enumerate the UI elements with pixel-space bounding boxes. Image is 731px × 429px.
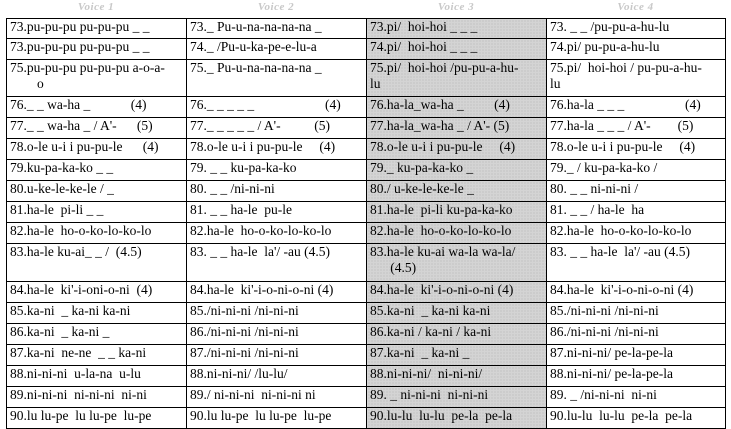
voice-1-cell: 76._ _ wa-ha _ (4): [7, 97, 187, 118]
voice-2-cell: 80. _ _ /ni-ni-ni: [187, 181, 367, 202]
voice-4-cell: 86./ni-ni-ni /ni-ni-ni: [547, 324, 726, 345]
voice-3-cell: 88.ni-ni-ni/ ni-ni-ni/: [367, 366, 547, 387]
voice-2-cell: 78.o-le u-i i pu-pu-le (4): [187, 139, 367, 160]
voice-1-cell: 89.ni-ni-ni ni-ni-ni ni-ni: [7, 387, 187, 408]
voice-1-cell: 87.ka-ni ne-ne _ _ ka-ni: [7, 345, 187, 366]
voice-2-cell: 85./ni-ni-ni /ni-ni-ni: [187, 303, 367, 324]
voice-4-cell: 73. _ _ /pu-pu-a-hu-lu: [547, 19, 726, 39]
voice-4-cell: 87.ni-ni-ni/ pe-la-pe-la: [547, 345, 726, 366]
voice-1-cell: 83.ha-le ku-ai_ _ / (4.5): [7, 244, 187, 282]
voice-3-cell: 78.o-le u-i i pu-pu-le (4): [367, 139, 547, 160]
table-row: [7, 244, 726, 282]
voice-3-header: Voice 3: [437, 1, 475, 13]
voice-2-cell: 83. _ _ ha-le la'/ -au (4.5): [187, 244, 367, 282]
voice-3-cell: 87.ka-ni _ ka-ni _: [367, 345, 547, 366]
table-row: [7, 19, 726, 39]
voice-2-cell: 87./ni-ni-ni /ni-ni-ni: [187, 345, 367, 366]
voice-4-cell: 75.pi/ hoi-hoi / pu-pu-a-hu- lu: [547, 60, 726, 97]
voice-1-cell: 86.ka-ni _ ka-ni _: [7, 324, 187, 345]
voice-headers: [0, 0, 731, 17]
table-row: [7, 202, 726, 223]
voice-1-header: Voice 1: [77, 1, 115, 13]
voice-4-cell: 77.ha-la _ _ _ / A'- (5): [547, 118, 726, 139]
voice-4-cell: 76.ha-la _ _ _ (4): [547, 97, 726, 118]
voice-1-cell: 85.ka-ni _ ka-ni ka-ni: [7, 303, 187, 324]
voice-4-cell: 89. _ /ni-ni-ni ni-ni: [547, 387, 726, 408]
voice-2-cell: 89./ ni-ni-ni ni-ni-ni ni: [187, 387, 367, 408]
voice-2-cell: 88.ni-ni-ni/ /lu-lu/: [187, 366, 367, 387]
voice-2-cell: 82.ha-le ho-o-ko-lo-ko-lo: [187, 223, 367, 244]
table-row: [7, 387, 726, 408]
table-row: [7, 160, 726, 181]
voice-1-cell: 75.pu-pu-pu pu-pu-pu a-o-a- o: [7, 60, 187, 97]
voice-3-cell: 86.ka-ni / ka-ni / ka-ni: [367, 324, 547, 345]
voice-4-cell: 84.ha-le ki'-i-o-ni-o-ni (4): [547, 282, 726, 303]
voice-3-cell: 89. _ ni-ni-ni ni-ni-ni: [367, 387, 547, 408]
table-row: [7, 139, 726, 160]
voice-4-cell: 74.pi/ pu-pu-a-hu-lu: [547, 39, 726, 60]
table-row: [7, 118, 726, 139]
lyrics-table: [6, 18, 726, 429]
voice-4-cell: 82.ha-le ho-o-ko-lo-ko-lo: [547, 223, 726, 244]
lyrics-table-body: [7, 19, 726, 429]
voice-2-cell: 84.ha-le ki'-i-o-ni-o-ni (4): [187, 282, 367, 303]
table-row: [7, 303, 726, 324]
voice-4-cell: 83. _ _ ha-le la'/ -au (4.5): [547, 244, 726, 282]
voice-4-cell: 90.lu-lu lu-lu pe-la pe-la: [547, 408, 726, 429]
voice-4-cell: 85./ni-ni-ni /ni-ni-ni: [547, 303, 726, 324]
voice-3-cell: 84.ha-le ki'-i-o-ni-o-ni (4): [367, 282, 547, 303]
table-row: [7, 60, 726, 97]
voice-2-cell: 75._ Pu-u-na-na-na-na _: [187, 60, 367, 97]
voice-1-cell: 73.pu-pu-pu pu-pu-pu _ _: [7, 39, 187, 60]
table-row: [7, 39, 726, 60]
voice-3-cell: 74.pi/ hoi-hoi _ _ _: [367, 39, 547, 60]
voice-3-cell: 80./ u-ke-le-ke-le _: [367, 181, 547, 202]
voice-1-cell: 84.ha-le ki'-i-oni-o-ni (4): [7, 282, 187, 303]
voice-1-cell: 81.ha-le pi-li _ _: [7, 202, 187, 223]
voice-1-cell: 79.ku-pa-ka-ko _ _: [7, 160, 187, 181]
table-row: [7, 181, 726, 202]
voice-2-cell: 76._ _ _ _ _ (4): [187, 97, 367, 118]
voice-2-cell: 74._ /Pu-u-ka-pe-e-lu-a: [187, 39, 367, 60]
voice-4-header: Voice 4: [617, 1, 654, 13]
voice-3-cell: 90.lu-lu lu-lu pe-la pe-la: [367, 408, 547, 429]
voice-4-cell: 79._ / ku-pa-ka-ko /: [547, 160, 726, 181]
voice-2-cell: 77._ _ _ _ _ / A'- (5): [187, 118, 367, 139]
voice-2-header: Voice 2: [257, 1, 295, 13]
voice-1-cell: 77._ _ wa-ha _ / A'- (5): [7, 118, 187, 139]
voice-1-cell: 73.pu-pu-pu pu-pu-pu _ _: [7, 19, 187, 39]
table-row: [7, 345, 726, 366]
voice-1-cell: 82.ha-le ho-o-ko-lo-ko-lo: [7, 223, 187, 244]
table-row: [7, 366, 726, 387]
voice-2-cell: 73._ Pu-u-na-na-na-na _: [187, 19, 367, 39]
voice-1-cell: 80.u-ke-le-ke-le / _: [7, 181, 187, 202]
table-row: [7, 282, 726, 303]
voice-3-cell: 85.ka-ni _ ka-ni ka-ni: [367, 303, 547, 324]
voice-3-cell: 75.pi/ hoi-hoi /pu-pu-a-hu- lu: [367, 60, 547, 97]
table-row: [7, 408, 726, 429]
voice-4-cell: 80. _ _ ni-ni-ni /: [547, 181, 726, 202]
voice-4-cell: 81. _ _ / ha-le ha: [547, 202, 726, 223]
voice-3-cell: 81.ha-le pi-li ku-pa-ka-ko: [367, 202, 547, 223]
voice-2-cell: 79. _ _ ku-pa-ka-ko: [187, 160, 367, 181]
voice-3-cell: 76.ha-la_wa-ha _ (4): [367, 97, 547, 118]
table-row: [7, 223, 726, 244]
voice-1-cell: 90.lu lu-pe lu lu-pe lu-pe: [7, 408, 187, 429]
voice-3-cell: 83.ha-le ku-ai wa-la wa-la/ (4.5): [367, 244, 547, 282]
voice-4-cell: 88.ni-ni-ni/ pe-la-pe-la: [547, 366, 726, 387]
voice-2-cell: 86./ni-ni-ni /ni-ni-ni: [187, 324, 367, 345]
table-row: [7, 97, 726, 118]
voice-4-cell: 78.o-le u-i i pu-pu-le (4): [547, 139, 726, 160]
voice-3-cell: 73.pi/ hoi-hoi _ _ _: [367, 19, 547, 39]
table-row: [7, 324, 726, 345]
voice-2-cell: 81. _ _ ha-le pu-le: [187, 202, 367, 223]
voice-3-cell: 82.ha-le ho-o-ko-lo-ko-lo: [367, 223, 547, 244]
voice-1-cell: 88.ni-ni-ni u-la-na u-lu: [7, 366, 187, 387]
voice-3-cell: 77.ha-la_wa-ha _ / A'- (5): [367, 118, 547, 139]
voice-2-cell: 90.lu lu-pe lu lu-pe lu-pe: [187, 408, 367, 429]
voice-1-cell: 78.o-le u-i i pu-pu-le (4): [7, 139, 187, 160]
voice-3-cell: 79._ ku-pa-ka-ko _: [367, 160, 547, 181]
